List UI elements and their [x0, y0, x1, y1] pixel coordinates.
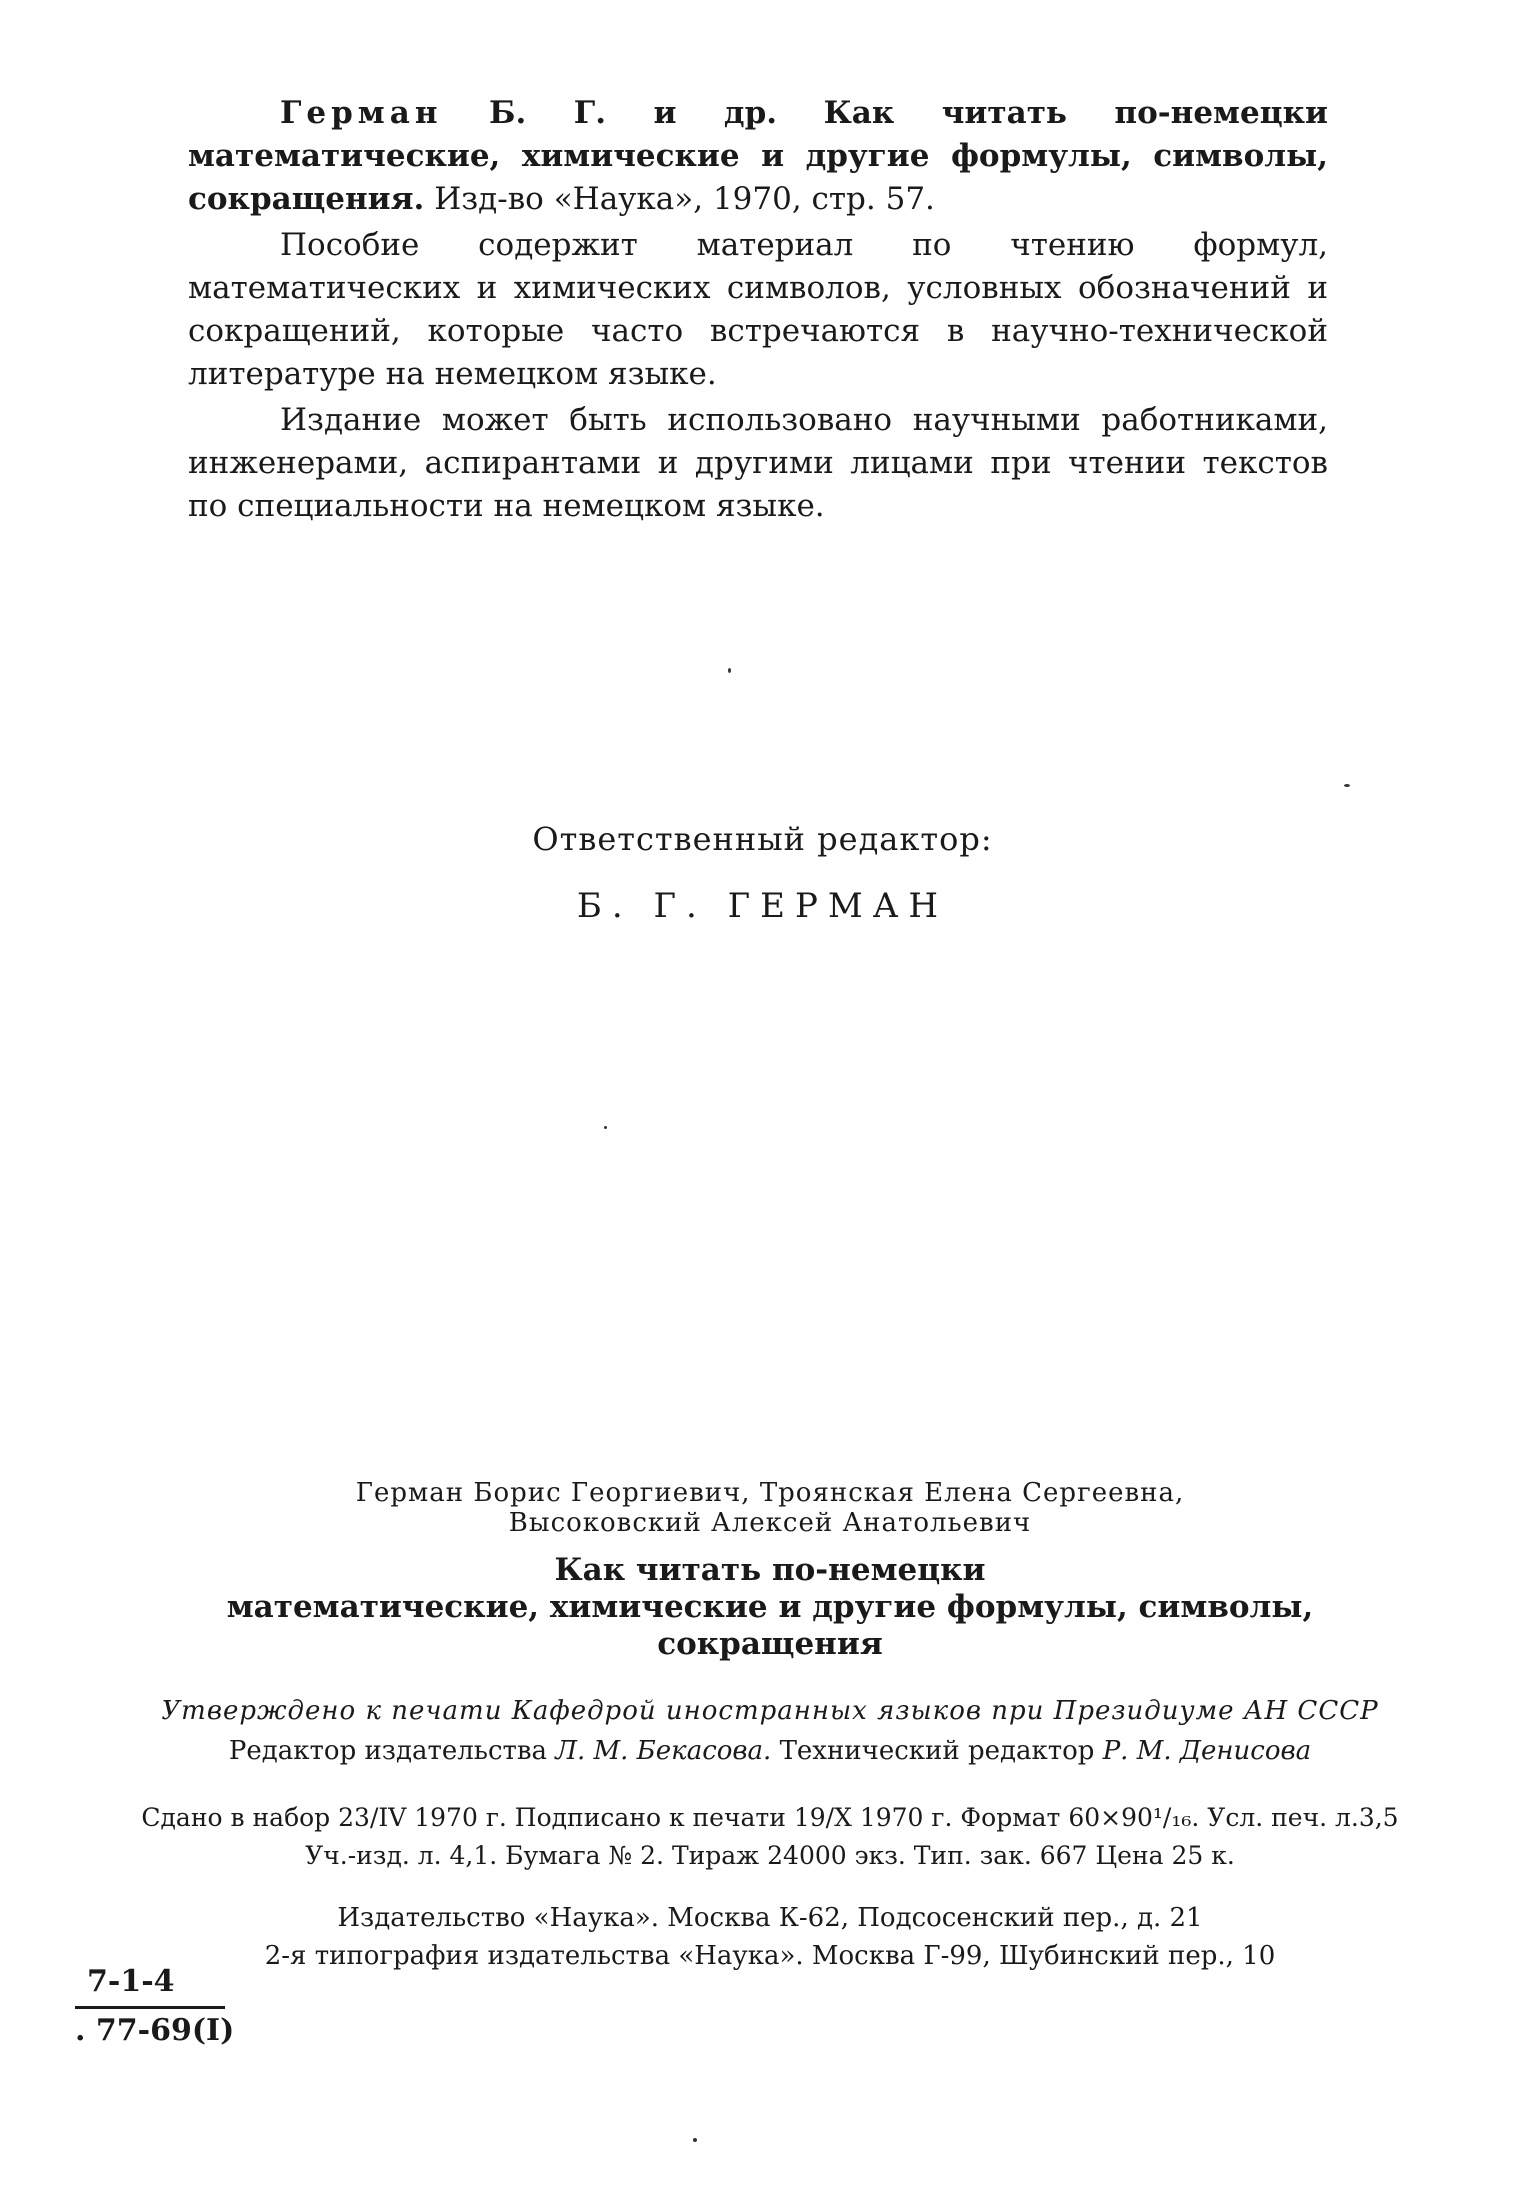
tech-editor-name: Р. М. Денисова [1102, 1736, 1312, 1766]
annotation-paragraph-1: Пособие содержит материал по чтению формул, математических и химических символов, условных обозначений и сокращений, которые часто встречаются в научно-технической литературе на немецком языке. [188, 227, 1328, 392]
publisher-editor-label: Редактор издательства [228, 1736, 548, 1766]
scan-speck [728, 668, 731, 673]
bib-title: Как читать по-немецки математические, химические и другие формулы, символы, сокращения. [188, 95, 1328, 217]
responsible-editor-name: Б. Г. ГЕРМАН [576, 886, 949, 926]
approval-note: Утверждено к печати Кафедрой иностранных языков при Президиуме АН СССР [161, 1696, 1379, 1726]
imprint-block [110, 1478, 1430, 1975]
book-title-line-1: Как читать по-немецки [554, 1552, 986, 1588]
code-bottom: . 77-69(I) [75, 2013, 235, 2048]
print-data-line-2: Уч.-изд. л. 4,1. Бумага № 2. Тираж 24000 экз. Тип. зак. 667 Цена 25 к. [305, 1841, 1235, 1870]
scan-speck [1344, 784, 1350, 787]
publisher-editor-name: Л. М. Бекасова. [555, 1736, 772, 1766]
scan-speck [693, 2138, 697, 2142]
publisher-line-1: Издательство «Наука». Москва К-62, Подсосенский пер., д. 21 [337, 1903, 1203, 1933]
code-divider [75, 2006, 225, 2009]
editors-line [110, 1731, 1430, 1771]
bib-initials: Б. Г. и др. [489, 95, 778, 131]
authors-line-2: Высоковский Алексей Анатольевич [508, 1508, 1032, 1538]
book-title-line-2: математические, химические и другие формулы, символы, сокращения [226, 1589, 1314, 1662]
annotation-paragraph-2: Издание может быть использовано научными работниками, инженерами, аспирантами и другими лицами при чтении текстов по специальности на немецком языке. [188, 402, 1328, 524]
classification-code [75, 1964, 234, 2049]
code-top: 7-1-4 [87, 1964, 175, 1999]
bibliographic-entry [188, 92, 1328, 221]
bib-author: Герман [280, 95, 443, 131]
annotation-block [188, 92, 1328, 528]
bib-publisher: Изд-во «Наука», 1970, стр. 57. [434, 181, 935, 217]
responsible-editor-label: Ответственный редактор: [532, 820, 993, 858]
print-data-line-1: Сдано в набор 23/IV 1970 г. Подписано к печати 19/X 1970 г. Формат 60×90¹/₁₆. Усл. печ. л.3,5 [141, 1803, 1399, 1832]
authors-line-1: Герман Борис Георгиевич, Троянская Елена Сергеевна, [355, 1478, 1185, 1508]
tech-editor-label: Технический редактор [779, 1736, 1095, 1766]
scan-speck [604, 1126, 607, 1129]
publisher-line-2: 2-я типография издательства «Наука». Москва Г-99, Шубинский пер., 10 [264, 1941, 1276, 1971]
